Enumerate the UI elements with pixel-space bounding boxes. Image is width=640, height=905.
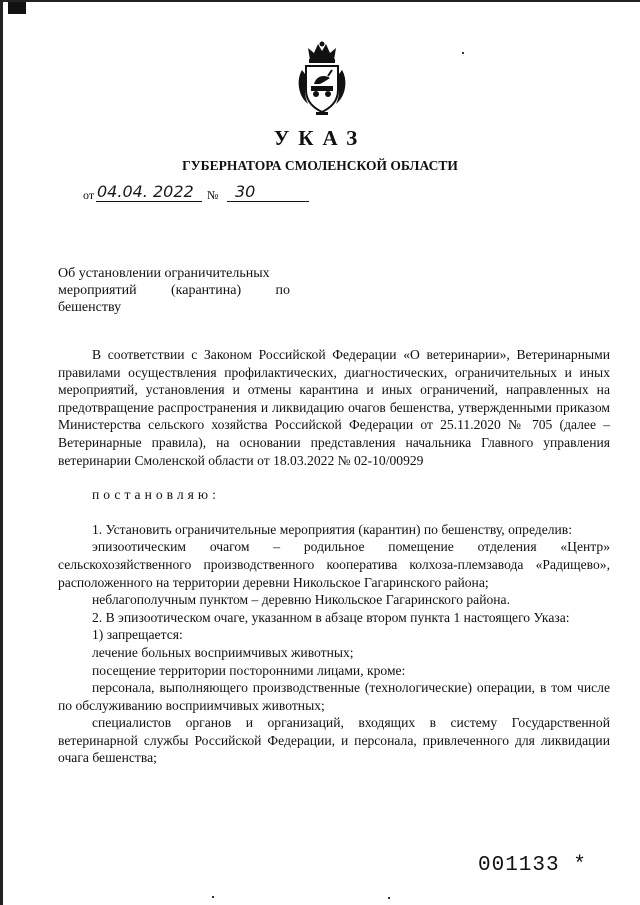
- date-prefix: от: [83, 188, 95, 202]
- decree-word: постановляю:: [92, 487, 220, 503]
- clause-paragraph: 1. Установить ограничительные мероприятия (карантин) по бешенству, определив:: [92, 521, 573, 537]
- clause-paragraph: эпизоотическим очагом – родильное помещение отделения «Центр» сельскохозяйственного производственного кооператива колхоза-племзавода «Радищево», расположенного на территории деревни Никольское Гагаринского района;: [58, 539, 610, 590]
- clause-paragraph: 2. В эпизоотическом очаге, указанном в абзаце втором пункта 1 настоящего Указа:: [92, 609, 570, 625]
- document-serial-number: 001133 *: [478, 854, 587, 877]
- clause-paragraph: неблагополучным пунктом – деревню Никольское Гагаринского района.: [92, 592, 510, 608]
- subject-line: бешенству: [58, 300, 122, 315]
- clause-paragraph: специалистов органов и организаций, входящих в систему Государственной ветеринарной службы Российской Федерации, и персонала, привлеченного для ликвидации очага бешенства;: [58, 715, 610, 766]
- scan-speck: [388, 897, 390, 899]
- scan-corner-mark: [8, 2, 26, 14]
- number-underline: [227, 201, 309, 202]
- clause-paragraph: персонала, выполняющего производственные (технологические) операции, в том числе по обслуживанию восприимчивых животных;: [58, 680, 610, 713]
- decree-date: 04.04. 2022: [97, 182, 194, 201]
- decree-number: 30: [235, 182, 256, 201]
- clause-paragraph: 1) запрещается:: [92, 627, 183, 643]
- scan-edge-top: [0, 0, 640, 2]
- number-label: №: [207, 188, 219, 202]
- scan-speck: [212, 896, 214, 898]
- clause-paragraph: посещение территории посторонними лицами, кроме:: [92, 662, 406, 678]
- preamble-paragraph: В соответствии с Законом Российской Федерации «О ветеринарии», Ветеринарными правилами осуществления профилактических, диагностических, ограничительных и иных мероприятий, установления и отмены карантина и иных ограничений, направленных на предотвращение распространения и ликвидацию очагов бешенства, утвержденными приказом Министерства сельского хозяйства Российской Федерации от 25.11.2020 № 705 (далее – Ветеринарные правила), на основании представления начальника Главного управления ветеринарии Смоленской области от 18.03.2022 № 02-10/00929: [58, 347, 610, 468]
- date-underline: [96, 201, 202, 202]
- subject-line: мероприятий (карантина) по: [58, 283, 290, 298]
- scan-speck: [462, 52, 464, 54]
- clause-paragraph: лечение больных восприимчивых животных;: [92, 644, 354, 660]
- subject-line: Об установлении ограничительных: [58, 266, 270, 281]
- decree-title: УКАЗ: [273, 126, 367, 150]
- decree-subtitle: ГУБЕРНАТОРА СМОЛЕНСКОЙ ОБЛАСТИ: [182, 158, 458, 173]
- decree-body: [58, 346, 610, 767]
- decree-subject: [58, 265, 290, 316]
- smolensk-coat-of-arms-icon: [294, 40, 350, 116]
- date-number-line: [83, 182, 323, 204]
